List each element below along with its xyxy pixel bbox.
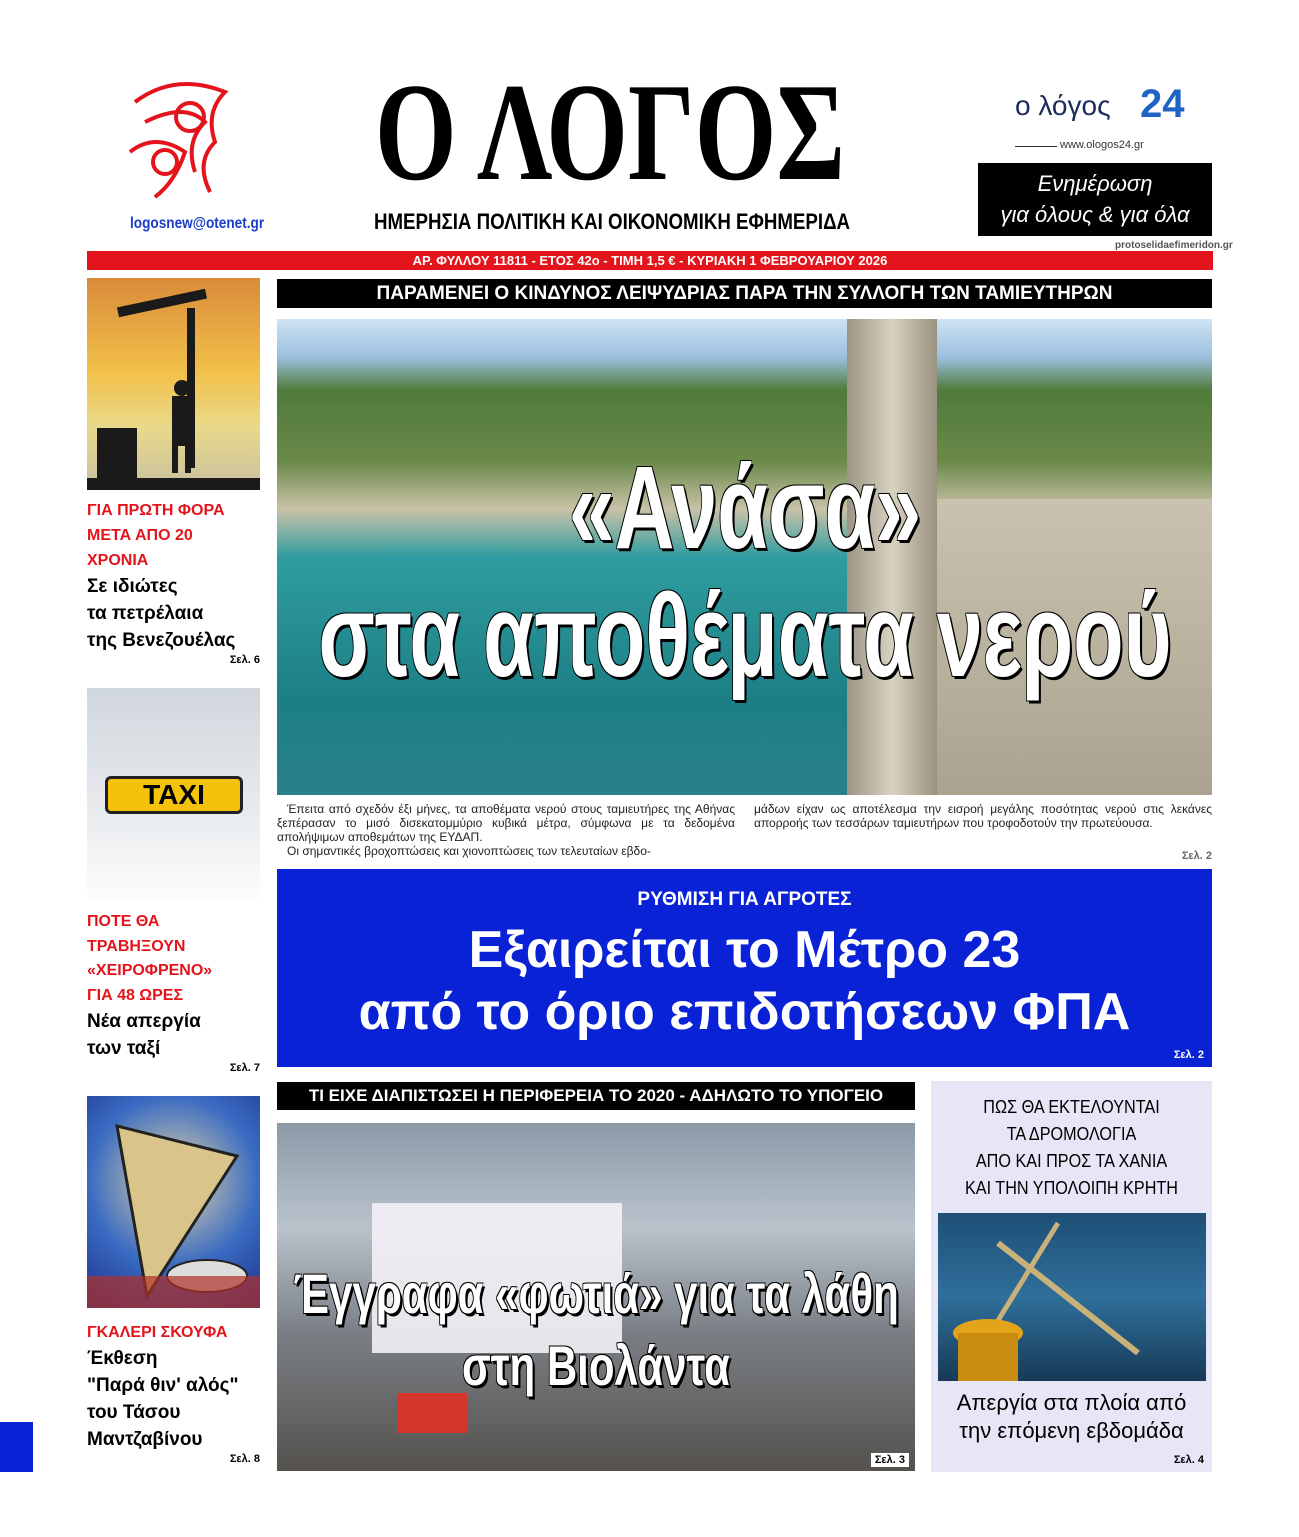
mooring-bollard-photo [938,1213,1206,1381]
kicker-line: ΠΟΤΕ ΘΑ [87,913,160,930]
ships-kicker [945,1094,1198,1202]
kicker-line: ΜΕΤΑ ΑΠΟ 20 [87,527,193,544]
contact-email[interactable]: logosnew@otenet.gr [130,215,265,232]
kicker-line: ΤΑ ΔΡΟΜΟΛΟΓΙΑ [1006,1124,1137,1144]
farmers-headline-line2: από το όριο επιδοτήσεων ΦΠΑ [358,983,1131,1041]
page-reference: Σελ. 2 [1181,850,1212,862]
slogan-line: Ενημέρωση [1037,171,1153,196]
title-line: Απεργία στα πλοία από [956,1390,1187,1415]
title-line: την επόμενη εβδομάδα [959,1418,1184,1443]
taxi-photo [87,688,260,900]
title-line: "Παρά θιν' αλός" [87,1375,239,1396]
violanta-headline-line1: Έγγραφα «φωτιά» για τα λάθη [293,1262,899,1325]
kicker-line: ΑΠΟ ΚΑΙ ΠΡΟΣ ΤΑ ΧΑΝΙΑ [975,1151,1168,1171]
sidebar-story-venezuela[interactable] [87,498,260,666]
story-kicker: ΓΚΑΛΕΡΙ ΣΚΟΥΦΑ [87,1324,228,1341]
title-line: τα πετρέλαια [87,603,204,624]
page-reference: Σελ. 4 [1173,1454,1204,1466]
farmers-headline-line1: Εξαιρείται το Μέτρο 23 [468,921,1021,979]
sidebar-story-taxi[interactable] [87,910,260,1074]
title-line: Σε ιδιώτες [87,576,178,597]
watermark: protoselidaefimeridon.gr [1115,240,1233,251]
paragraph: Οι σημαντικές βροχοπτώσεις και χιονοπτώσεις των τελευταίων εβδο- [287,844,651,858]
lead-banner: ΠΑΡΑΜΕΝΕΙ Ο ΚΙΝΔΥΝΟΣ ΛΕΙΨΥΔΡΙΑΣ ΠΑΡΑ ΤΗΝ ΣΥΛΛΟΓΗ ΤΩΝ ΤΑΜΙΕΥΤΗΡΩΝ [277,279,1212,308]
violanta-banner: ΤΙ ΕΙΧΕ ΔΙΑΠΙΣΤΩΣΕΙ Η ΠΕΡΙΦΕΡΕΙΑ ΤΟ 2020 - ΑΔΗΛΩΤΟ ΤΟ ΥΠΟΓΕΙΟ [277,1082,915,1110]
lead-headline-line1: «Ανάσα» [568,442,922,574]
paragraph: Έπειτα από σχεδόν έξι μήνες, τα αποθέματα νερού στους ταμιευτήρες της Αθήνας ξεπέρασαν το μισό δισεκατομμύριο κυβικά μέτρα, σύμφωνα με τα δεδομένα απολήψιμων αποθεμάτων της ΕΥΔΑΠ. [277,802,735,844]
lead-body-col2: μάδων είχαν ως αποτέλεσμα την εισροή μεγάλης ποσότητας νερού στις λεκάνες απορροής των τεσσάρων ταμιευτήρων που τροφοδοτούν την πρωτεύουσα. [754,802,1212,830]
divider [1015,146,1057,147]
slogan-line: για όλους & για όλα [1000,202,1190,227]
title-line: των ταξί [87,1038,161,1059]
ships-title [931,1389,1212,1445]
oil-pump-photo [87,278,260,490]
kicker-line: ΤΡΑΒΗΞΟΥΝ [87,937,186,955]
story-title [87,573,260,654]
lead-headline-line2: στα αποθέματα νερού [318,570,1172,702]
page-reference: Σελ. 8 [229,1453,260,1465]
title-line: της Βενεζουέλας [87,630,236,651]
page-reference: Σελ. 3 [871,1453,909,1467]
kicker-line: ΧΡΟΝΙΑ [87,552,149,569]
title-line: Νέα απεργία [87,1011,201,1032]
edge-color-tab [0,1422,33,1472]
lead-body-col1 [277,802,735,858]
issue-info-bar: ΑΡ. ΦΥΛΛΟΥ 11811 - ΕΤΟΣ 42ο - ΤΙΜΗ 1,5 € - ΚΥΡΙΑΚΗ 1 ΦΕΒΡΟΥΑΡΙΟΥ 2026 [87,251,1213,270]
masthead-subtitle: ΗΜΕΡΗΣΙΑ ΠΟΛΙΤΙΚΗ ΚΑΙ ΟΙΚΟΝΟΜΙΚΗ ΕΦΗΜΕΡΙΔΑ [373,209,851,234]
gallery-painting [87,1096,260,1308]
kicker-line: «ΧΕΙΡΟΦΡΕΝΟ» [87,962,213,979]
kicker-line: ΠΩΣ ΘΑ ΕΚΤΕΛΟΥΝΤΑΙ [983,1097,1160,1117]
online-brand: ο λόγος [1015,90,1111,121]
page-reference: Σελ. 7 [229,1062,260,1074]
factory-ruins-photo[interactable] [277,1123,915,1471]
page-reference: Σελ. 6 [229,654,260,666]
farmers-kicker: ΡΥΘΜΙΣΗ ΓΙΑ ΑΓΡΟΤΕΣ [637,889,852,910]
page-reference: Σελ. 2 [1173,1049,1204,1061]
reservoir-photo [277,319,1212,795]
story-kicker [87,910,260,1008]
story-title [87,1008,260,1062]
masthead-title: Ο ΛΟΓΟΣ [374,62,846,204]
story-kicker [87,498,260,573]
story-title [87,1345,260,1453]
slogan-box [978,163,1212,236]
online-brand-number: 24 [1140,82,1185,126]
violanta-headline-line2: στη Βιολάντα [462,1334,730,1397]
title-line: του Τάσου [87,1402,181,1423]
sidebar-story-gallery[interactable] [87,1320,260,1465]
title-line: Έκθεση [87,1348,158,1369]
title-line: Μαντζαβίνου [87,1429,203,1450]
kicker-line: ΚΑΙ ΤΗΝ ΥΠΟΛΟΙΠΗ ΚΡΗΤΗ [964,1178,1179,1198]
taxi-sign: TAXI [105,776,243,814]
newspaper-logo-illustration [115,72,245,202]
farmers-story[interactable] [277,869,1212,1067]
ships-story[interactable] [931,1081,1212,1472]
kicker-line: ΓΙΑ 48 ΩΡΕΣ [87,986,184,1004]
kicker-line: ΓΙΑ ΠΡΩΤΗ ΦΟΡΑ [87,502,225,519]
online-url[interactable]: www.ologos24.gr [1060,139,1144,151]
